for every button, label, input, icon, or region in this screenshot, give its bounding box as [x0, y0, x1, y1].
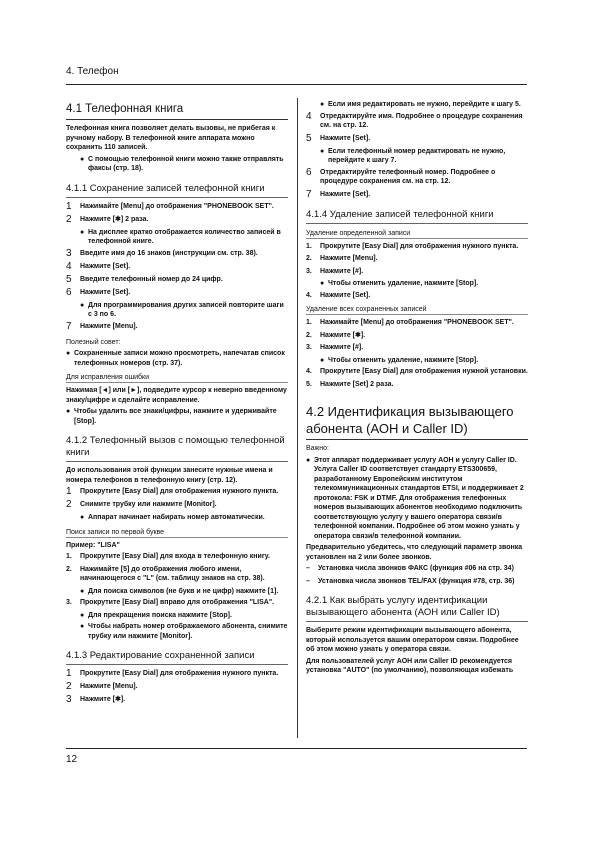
tip-bullet: ● Сохраненные записи можно просмотреть, напечатав список телефонных номеров (стр. 37). — [66, 350, 285, 367]
step-6: 6 Нажмите [Set]. — [66, 286, 131, 298]
bullet: ● Аппарат начинает набирать номер автоматически. — [80, 514, 265, 521]
bullet-dot-icon: ● — [66, 350, 71, 357]
correct-text: Нажимая [◄] или [►], подведите курсор к неверно введенному знаку/цифре и сделайте исправление. — [66, 387, 287, 404]
bullet: ● Для программирования других записей повторите шаги с 3 по 6. — [80, 301, 284, 318]
del-step-4: 4. Нажмите [Set]. — [306, 291, 371, 299]
del-step-1: 1. Прокрутите [Easy Dial] для отображения нужного пункта. — [306, 242, 519, 250]
del-all-step-5: 5. Нажмите [Set] 2 раза. — [306, 380, 394, 388]
section-4-2-1-para-1: Выберите режим идентификации вызывающего абонента, который используется вашим оператором связи. Подробнее об этом можно узнать у оператора связи. — [306, 627, 519, 653]
step-6: 6 Отредактируйте телефонный номер. Подробнее о процедуре сохранения см. на стр. 12. — [306, 166, 496, 185]
important-bullet: ● Этот аппарат поддерживает услугу АОН и услугу Caller ID. Услуга Caller ID соответствует стандарту ETS300659, разработанному Европейским институтом телекоммуникационных стандартов ETSI, и поддерживает 2 протокола: FSK и DTMF. Для отображения телефонных номеров вызывающих абонентов необходимо подключить соответствующую услугу у вашего оператора связи/в телефонной компании. Подробнее об этом можно узнать у оператора связи/в телефонной компании. — [306, 456, 524, 540]
bullet-dot-icon: ● — [320, 101, 325, 108]
step-1: 1 Нажимайте [Menu] до отображения "PHONEBOOK SET". — [66, 200, 274, 212]
chapter-header: 4. Телефон — [66, 66, 119, 77]
bullet: ● Если имя редактировать не нужно, перейдите к шагу 5. — [320, 101, 521, 108]
bullet: ● Чтобы набрать номер отображаемого абонента, снимите трубку или нажмите [Monitor]. — [80, 623, 288, 640]
bullet: ● Чтобы отменить удаление, нажмите [Stop]. — [320, 280, 479, 287]
step-2: 2 Нажмите [Menu]. — [66, 681, 138, 692]
del-all-step-1: 1. Нажимайте [Menu] до отображения "PHONEBOOK SET". — [306, 319, 514, 326]
step-5: 5 Нажмите [Set]. — [306, 132, 371, 144]
section-4-1-title: 4.1 Телефонная книга — [66, 102, 288, 120]
step-1: 1 Прокрутите [Easy Dial] для отображения нужного пункта. — [66, 668, 279, 679]
step-3: 3 Нажмите [✱]. — [66, 694, 126, 705]
delete-one-heading: Удаление определенной записи — [306, 230, 528, 239]
bullet-dot-icon: ● — [80, 228, 85, 236]
bullet-dot-icon: ● — [320, 356, 325, 364]
tip-label: Полезный совет: — [66, 338, 121, 346]
section-4-1-intro: Телефонная книга позволяет делать вызовы, не прибегая к ручному набору. В телефонной книге аппарата можно сохранить 110 записей. — [66, 125, 276, 151]
right-column — [306, 100, 528, 678]
bullet-dot-icon: ● — [80, 301, 85, 309]
bullet-dot-icon: ● — [66, 408, 71, 415]
del-all-step-2: 2. Нажмите [✱]. — [306, 331, 366, 339]
bullet: ● Если телефонный номер редактировать не нужно, перейдите к шагу 7. — [320, 147, 506, 164]
bullet: ● С помощью телефонной книги можно также отправлять факсы (стр. 18). — [80, 155, 284, 172]
correct-bullet: ● Чтобы удалить все знаки/цифры, нажмите и удерживайте [Stop]. — [66, 408, 277, 425]
del-step-2: 2. Нажмите [Menu]. — [306, 255, 378, 262]
step-4: 4 Отредактируйте имя. Подробнее о процедуре сохранения см. на стр. 12. — [306, 110, 523, 129]
bullet-dot-icon: ● — [320, 147, 325, 155]
bullet: ● На дисплее кратко отображается количество записей в телефонной книге. — [80, 228, 281, 245]
header-rule — [66, 84, 527, 85]
bullet-dot-icon: ● — [80, 623, 85, 630]
search-step-3: 3. Прокрутите [Easy Dial] вправо для отображения "LISA". — [66, 599, 275, 606]
step-7: 7 Нажмите [Set]. — [306, 188, 371, 200]
left-column — [66, 102, 288, 708]
bullet-dot-icon: ● — [80, 611, 85, 619]
bullet: ● Для поиска символов (не букв и не цифр) нажмите [1]. — [80, 587, 279, 595]
step-4: 4 Нажмите [Set]. — [66, 260, 131, 272]
section-4-1-1-title: 4.1.1 Сохранение записей телефонной книги — [66, 183, 288, 198]
delete-all-heading: Удаление всех сохраненных записей — [306, 306, 528, 315]
bullet: ● Для прекращения поиска нажмите [Stop]. — [80, 611, 232, 619]
section-4-1-3-title: 4.1.3 Редактирование сохраненной записи — [66, 650, 288, 665]
important-label: Важно: — [306, 445, 329, 452]
search-step-2: 2. Нажимайте [5] до отображения любого имени, начинающегося с "L" (см. таблицу знаков на стр. 38). — [66, 565, 265, 582]
bullet-dot-icon: ● — [80, 514, 85, 521]
section-4-2-1-title: 4.2.1 Как выбрать услугу идентификации вызывающего абонента (АОН или Caller ID) — [306, 595, 528, 622]
bullet-dot-icon: ● — [80, 155, 85, 163]
del-all-step-3: 3. Нажмите [#]. — [306, 344, 364, 351]
section-4-2-para: Предварительно убедитесь, что следующий параметр звонка установлен на 2 или более звонков. — [306, 544, 523, 561]
step-7: 7 Нажмите [Menu]. — [66, 320, 138, 332]
bullet-dot-icon: ● — [320, 280, 325, 287]
step-5: 5 Введите телефонный номер до 24 цифр. — [66, 273, 223, 285]
search-example: Пример: "LISA" — [66, 541, 120, 549]
bullet: ● Чтобы отменить удаление, нажмите [Stop]. — [320, 356, 479, 364]
section-4-1-2-title: 4.1.2 Телефонный вызов с помощью телефонной книги — [66, 435, 288, 462]
section-4-2-1-para-2: Для пользователей услуг АОН или Caller ID рекомендуется установка "AUTO" (по умолчанию), позволяющая избежать — [306, 657, 514, 674]
del-step-3: 3. Нажмите [#]. — [306, 267, 364, 275]
step-2: 2 Снимите трубку или нажмите [Monitor]. — [66, 499, 217, 510]
page-number: 12 — [66, 754, 78, 765]
correct-heading: Для исправления ошибки — [66, 374, 288, 383]
dash-item: – Установка числа звонков ФАКС (функция #06 на стр. 34) — [306, 565, 514, 572]
search-step-1: 1. Прокрутите [Easy Dial] для входа в телефонную книгу. — [66, 553, 270, 560]
section-4-1-2-intro: До использования этой функции занесите нужные имена и номера телефонов в телефонную книгу (стр. 12). — [66, 467, 273, 484]
column-divider — [297, 98, 298, 738]
search-heading: Поиск записи по первой букве — [66, 529, 288, 538]
dash-item: – Установка числа звонков TEL/FAX (функция #78, стр. 36) — [306, 577, 515, 585]
section-4-2-title: 4.2 Идентификация вызывающего абонента (АОН и Caller ID) — [306, 403, 528, 440]
step-2: 2 Нажмите [✱] 2 раза. — [66, 213, 149, 225]
step-1: 1 Прокрутите [Easy Dial] для отображения нужного пункта. — [66, 486, 279, 497]
section-4-1-4-title: 4.1.4 Удаление записей телефонной книги — [306, 209, 528, 224]
del-all-step-4: 4. Прокрутите [Easy Dial] для отображения нужной установки. — [306, 368, 528, 375]
footer-rule — [66, 748, 527, 749]
bullet-dot-icon: ● — [306, 456, 311, 464]
bullet-dot-icon: ● — [80, 587, 85, 595]
step-3: 3 Введите имя до 16 знаков (инструкции см. стр. 38). — [66, 247, 258, 259]
